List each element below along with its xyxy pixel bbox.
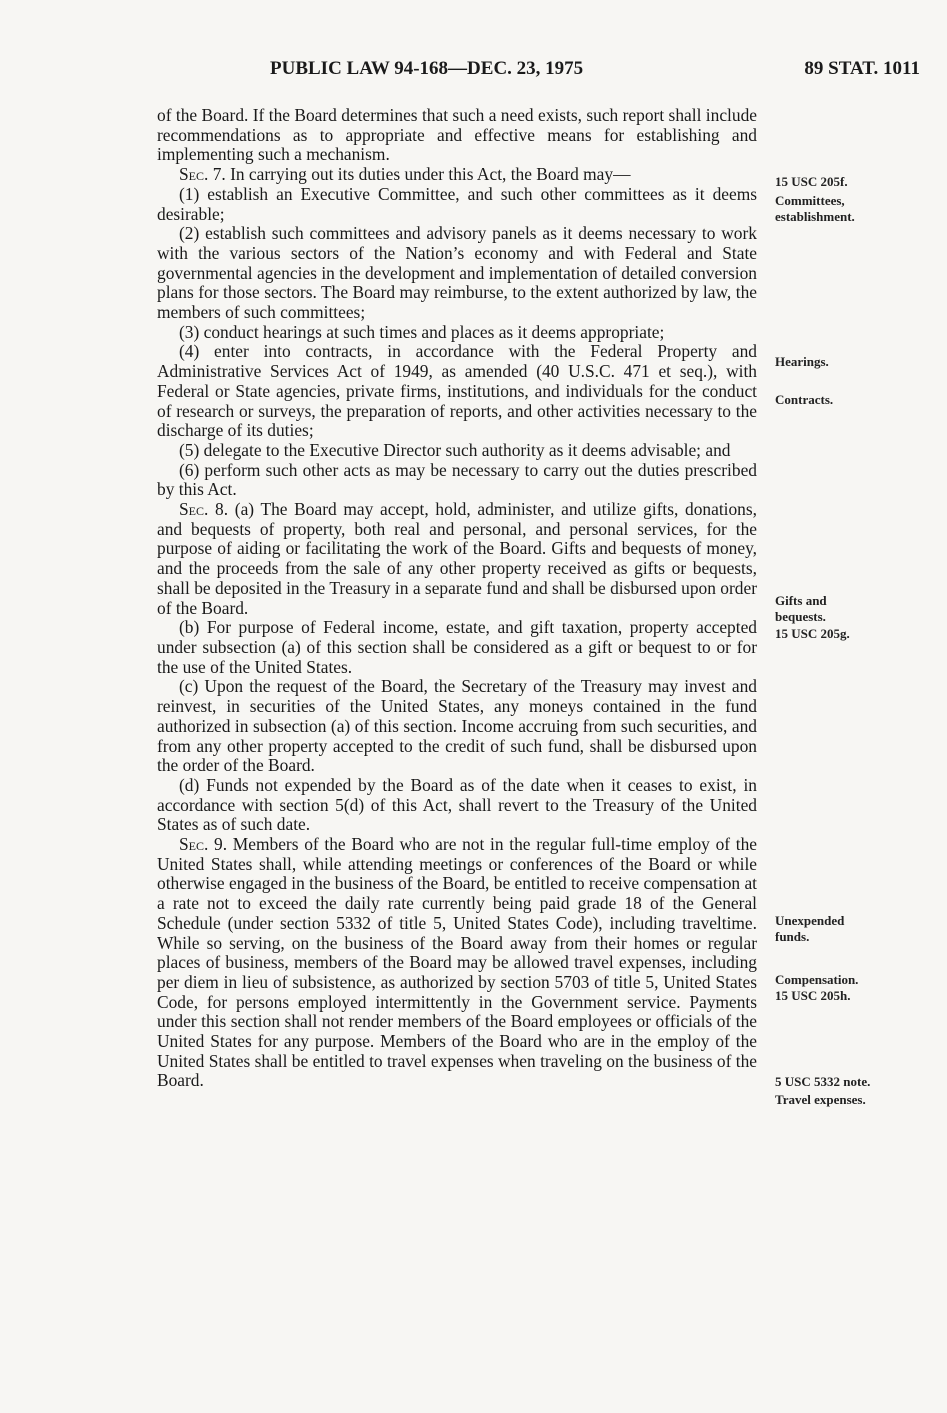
- section-7-paragraph: [157, 165, 757, 185]
- body-text: [157, 106, 757, 1091]
- paragraph: (b) For purpose of Federal income, estate, and gift taxation, property accepted under subsection (a) of this section shall be considered as a gift or bequest to or for the use of the United States.: [157, 617, 757, 677]
- margin-note-contracts: Contracts.: [775, 392, 834, 407]
- section-text: Members of the Board who are not in the regular full-time employ of the United States shall, while attending meetings or conferences of the Board or while otherwise engaged in the business of the Board, be entitled to receive compensation at a rate not to exceed the daily rate currently being paid grade 18 of the General Schedule (under section 5332 of title 5, United States Code), including traveltime. While so serving, on the business of the Board away from their homes or regular places of business, members of the Board may be allowed travel expenses, including per diem in lieu of subsistence, as authorized by section 5703 of title 5, United States Code, for persons employed intermittently in the Government service. Payments under this section shall not render members of the Board employees or officials of the United States for any purpose. Members of the Board who are in the employ of the United States shall be entitled to travel expenses when traveling on the business of the Board.: [157, 834, 757, 1091]
- section-text: (a) The Board may accept, hold, administer, and utilize gifts, donations, and bequests of property, both real and personal, and personal services, for the purpose of aiding or facilitating the work of the Board. Gifts and bequests of money, and the proceeds from the sale of any other property received as gifts or bequests, shall be deposited in the Treasury in a separate fund and shall be disbursed upon order of the Board.: [157, 499, 757, 618]
- paragraph: (3) conduct hearings at such times and places as it deems appropriate;: [179, 321, 665, 342]
- margin-note-travel: Travel expenses.: [775, 1092, 866, 1107]
- margin-note-15usc205f: 15 USC 205f.: [775, 174, 848, 189]
- paragraph: (5) delegate to the Executive Director such authority as it deems advisable; and: [179, 439, 731, 460]
- paragraph: (2) establish such committees and advisory panels as it deems necessary to work with the various sectors of the Nation’s economy and with Federal and State governmental agencies in the development and implementation of detailed conversion plans for those sectors. The Board may reimburse, to the extent authorized by law, the members of such committees;: [157, 223, 757, 323]
- header-stat-citation: 89 STAT. 1011: [804, 58, 920, 79]
- paragraph: (d) Funds not expended by the Board as of the date when it ceases to exist, in accordance with section 5(d) of this Act, shall revert to the Treasury of the United States as of such date.: [157, 774, 757, 835]
- paragraph: (1) establish an Executive Committee, and such other committees as it deems desirable;: [157, 183, 757, 224]
- margin-note-committees: Committees, establishment.: [775, 193, 855, 224]
- margin-note-compensation: Compensation.: [775, 972, 859, 987]
- section-text: In carrying out its duties under this Act, the Board may—: [225, 164, 631, 185]
- section-label: Sec. 8.: [179, 499, 229, 520]
- section-label: Sec. 9.: [179, 834, 228, 855]
- section-8-paragraph: [157, 500, 757, 618]
- paragraph: (4) enter into contracts, in accordance with the Federal Property and Administrative Services Act of 1949, as amended (40 U.S.C. 471 et seq.), with Federal or State agencies, private firms, institutions, and individuals for the conduct of research or surveys, the preparation of reports, and other activities necessary to the discharge of its duties;: [157, 341, 757, 441]
- margin-note-15usc205h: 15 USC 205h.: [775, 988, 851, 1003]
- paragraph: (6) perform such other acts as may be necessary to carry out the duties prescribed by this Act.: [157, 459, 757, 500]
- header-title: PUBLIC LAW 94-168—DEC. 23, 1975: [270, 58, 584, 79]
- paragraph: (c) Upon the request of the Board, the Secretary of the Treasury may invest and reinvest, in securities of the United States, any moneys contained in the fund authorized in subsection (a) of this section. Income accruing from such securities, and from any other property accepted to the credit of such fund, shall be disbursed upon the order of the Board.: [157, 676, 757, 776]
- section-label: Sec. 7.: [179, 164, 226, 185]
- margin-note-gifts: Gifts and bequests.: [775, 593, 827, 624]
- margin-note-unexpended: Unexpended funds.: [775, 913, 845, 944]
- section-9-paragraph: [157, 835, 757, 1091]
- paragraph: of the Board. If the Board determines that such a need exists, such report shall include recommendations as to appropriate and effective means for establishing and implementing such a mechanism.: [157, 105, 757, 165]
- page-header: [160, 58, 920, 88]
- margin-note-5usc5332: 5 USC 5332 note.: [775, 1074, 871, 1089]
- margin-note-15usc205g: 15 USC 205g.: [775, 626, 850, 641]
- margin-note-hearings: Hearings.: [775, 354, 829, 369]
